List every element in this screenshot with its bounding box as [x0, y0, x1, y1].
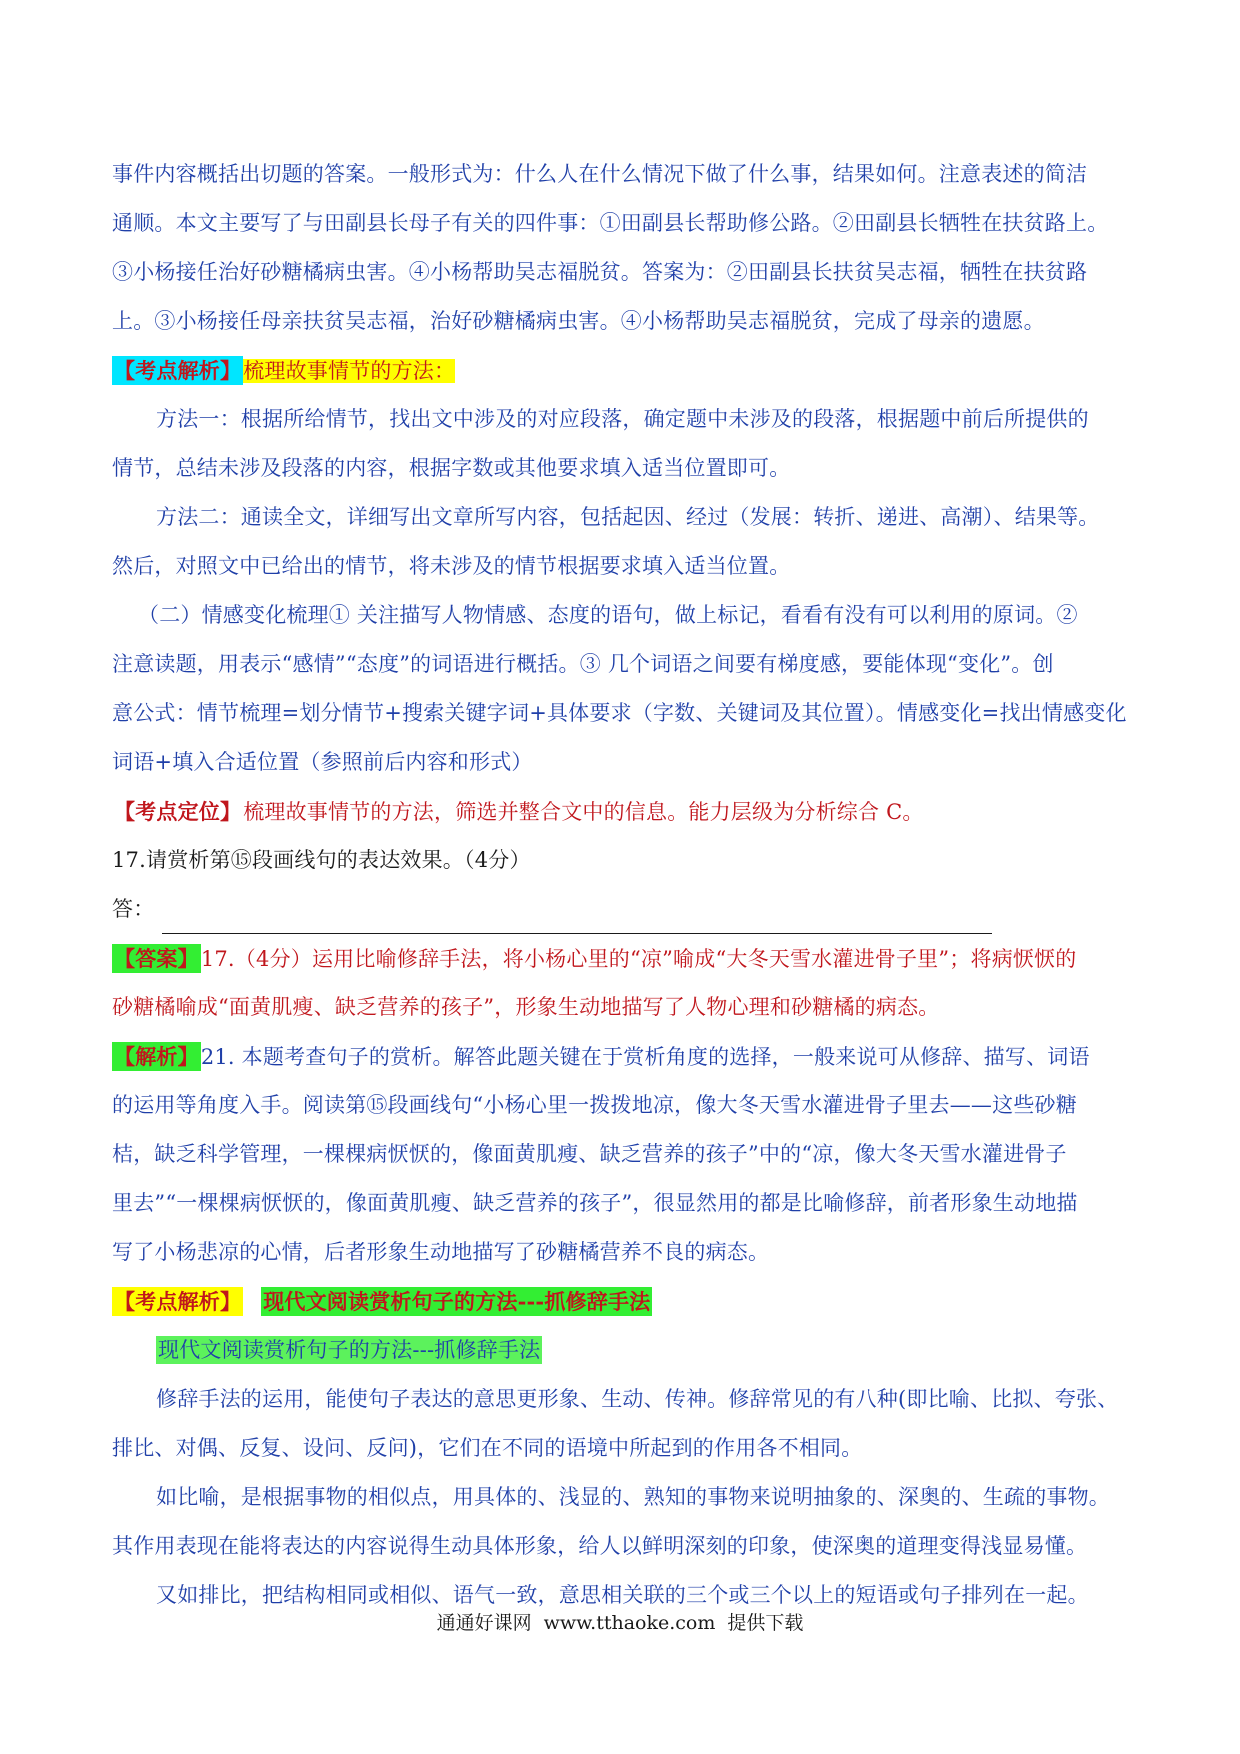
metaphor-line: 如比喻，是根据事物的相似点，用具体的、浅显的、熟知的事物来说明抽象的、深奥的、生疏的事物。	[156, 1485, 1110, 1509]
rhetoric-title: 现代文阅读赏析句子的方法---抓修辞手法	[263, 1289, 651, 1314]
method-one-line: 方法一：根据所给情节，找出文中涉及的对应段落，确定题中未涉及的段落，根据题中前后所提供的	[156, 407, 1089, 431]
rhetoric-subtitle-line	[112, 1326, 1132, 1375]
answer-blank[interactable]	[162, 907, 992, 934]
explanation-tag: 【解析】	[114, 1044, 199, 1069]
explanation-line	[112, 1032, 1132, 1081]
rhetoric-line: 排比、对偶、反复、设问、反问)，它们在不同的语境中所起到的作用各不相同。	[112, 1436, 863, 1460]
positioning-tag: 【考点定位】	[114, 799, 242, 824]
explanation-line: 的运用等角度入手。阅读第⑮段画线句“小杨心里一拨拨地凉，像大冬天雪水灌进骨子里去——这些砂糖	[112, 1093, 1077, 1117]
analysis-tag: 【考点解析】	[114, 358, 242, 383]
emotion-line: 意公式：情节梳理=划分情节+搜索关键字词+具体要求（字数、关键词及其位置）。情感变化=找出情感变化	[112, 701, 1127, 725]
metaphor-line: 其作用表现在能将表达的内容说得生动具体形象，给人以鲜明深刻的印象，使深奥的道理变得浅显易懂。	[112, 1534, 1088, 1558]
answer-text: 17.（4分）运用比喻修辞手法，将小杨心里的“凉”喻成“大冬天雪水灌进骨子里”；将病恹恹的	[200, 947, 1077, 971]
answer-label: 答：	[112, 897, 155, 921]
paragraph-line: 事件内容概括出切题的答案。一般形式为：什么人在什么情况下做了什么事，结果如何。注意表述的简洁	[112, 162, 1088, 186]
method-one-line: 情节，总结未涉及段落的内容，根据字数或其他要求填入适当位置即可。	[112, 456, 791, 480]
answer-blank-line	[112, 885, 1132, 934]
emotion-line: （二）情感变化梳理① 关注描写人物情感、态度的语句，做上标记，看看有没有可以利用的原词。②	[138, 603, 1078, 627]
method-two-line: 方法二：通读全文，详细写出文章所写内容，包括起因、经过（发展：转折、递进、高潮）、结果等。	[156, 505, 1100, 529]
paragraph-line: 上。③小杨接任母亲扶贫吴志福，治好砂糖橘病虫害。④小杨帮助吴志福脱贫，完成了母亲的遗愿。	[112, 309, 1045, 333]
footer-url[interactable]: www.tthaoke.com	[543, 1612, 716, 1634]
analysis-title: 梳理故事情节的方法：	[243, 359, 456, 383]
positioning-line	[112, 787, 1132, 836]
rhetoric-line: 修辞手法的运用，能使句子表达的意思更形象、生动、传神。修辞常见的有八种(即比喻、比拟、夸张、	[156, 1387, 1119, 1411]
footer-note: 提供下载	[727, 1612, 804, 1634]
answer-line	[112, 934, 1132, 983]
explanation-line: 桔，缺乏科学管理，一棵棵病恹恹的，像面黄肌瘦、缺乏营养的孩子”中的“凉，像大冬天雪水灌进骨子	[112, 1142, 1067, 1166]
section-heading-plot	[112, 346, 1132, 395]
section-heading-rhetoric	[112, 1277, 1132, 1326]
analysis-tag: 【考点解析】	[114, 1289, 242, 1314]
emotion-line: 注意读题，用表示“感情”“态度”的词语进行概括。③ 几个词语之间要有梯度感，要能体现“变化”。创	[112, 652, 1054, 676]
parallelism-line: 又如排比，把结构相同或相似、语气一致，意思相关联的三个或三个以上的短语或句子排列在一起。	[156, 1583, 1089, 1607]
answer-tag: 【答案】	[114, 946, 199, 971]
page-footer	[0, 1608, 1240, 1635]
paragraph-line: 通顺。本文主要写了与田副县长母子有关的四件事：①田副县长帮助修公路。②田副县长牺牲在扶贫路上。	[112, 211, 1109, 235]
explanation-line: 里去”“一棵棵病恹恹的，像面黄肌瘦、缺乏营养的孩子”，很显然用的都是比喻修辞，前者形象生动地描	[112, 1191, 1078, 1215]
emotion-line: 词语+填入合适位置（参照前后内容和形式）	[112, 750, 533, 774]
document-body	[112, 150, 1132, 1620]
question-17: 17.请赏析第⑮段画线句的表达效果。（4分）	[112, 848, 531, 872]
rhetoric-subtitle: 现代文阅读赏析句子的方法---抓修辞手法	[158, 1338, 541, 1362]
paragraph-line: ③小杨接任治好砂糖橘病虫害。④小杨帮助吴志福脱贫。答案为：②田副县长扶贫吴志福，牺牲在扶贫路	[112, 260, 1088, 284]
answer-line: 砂糖橘喻成“面黄肌瘦、缺乏营养的孩子”，形象生动地描写了人物心理和砂糖橘的病态。	[112, 995, 940, 1019]
positioning-text: 梳理故事情节的方法，筛选并整合文中的信息。能力层级为分析综合 C。	[243, 800, 924, 824]
explanation-text: 21. 本题考查句子的赏析。解答此题关键在于赏析角度的选择，一般来说可从修辞、描写、词语	[200, 1045, 1090, 1069]
footer-site: 通通好课网	[436, 1612, 532, 1634]
explanation-line: 写了小杨悲凉的心情，后者形象生动地描写了砂糖橘营养不良的病态。	[112, 1240, 770, 1264]
method-two-line: 然后，对照文中已给出的情节，将未涉及的情节根据要求填入适当位置。	[112, 554, 791, 578]
